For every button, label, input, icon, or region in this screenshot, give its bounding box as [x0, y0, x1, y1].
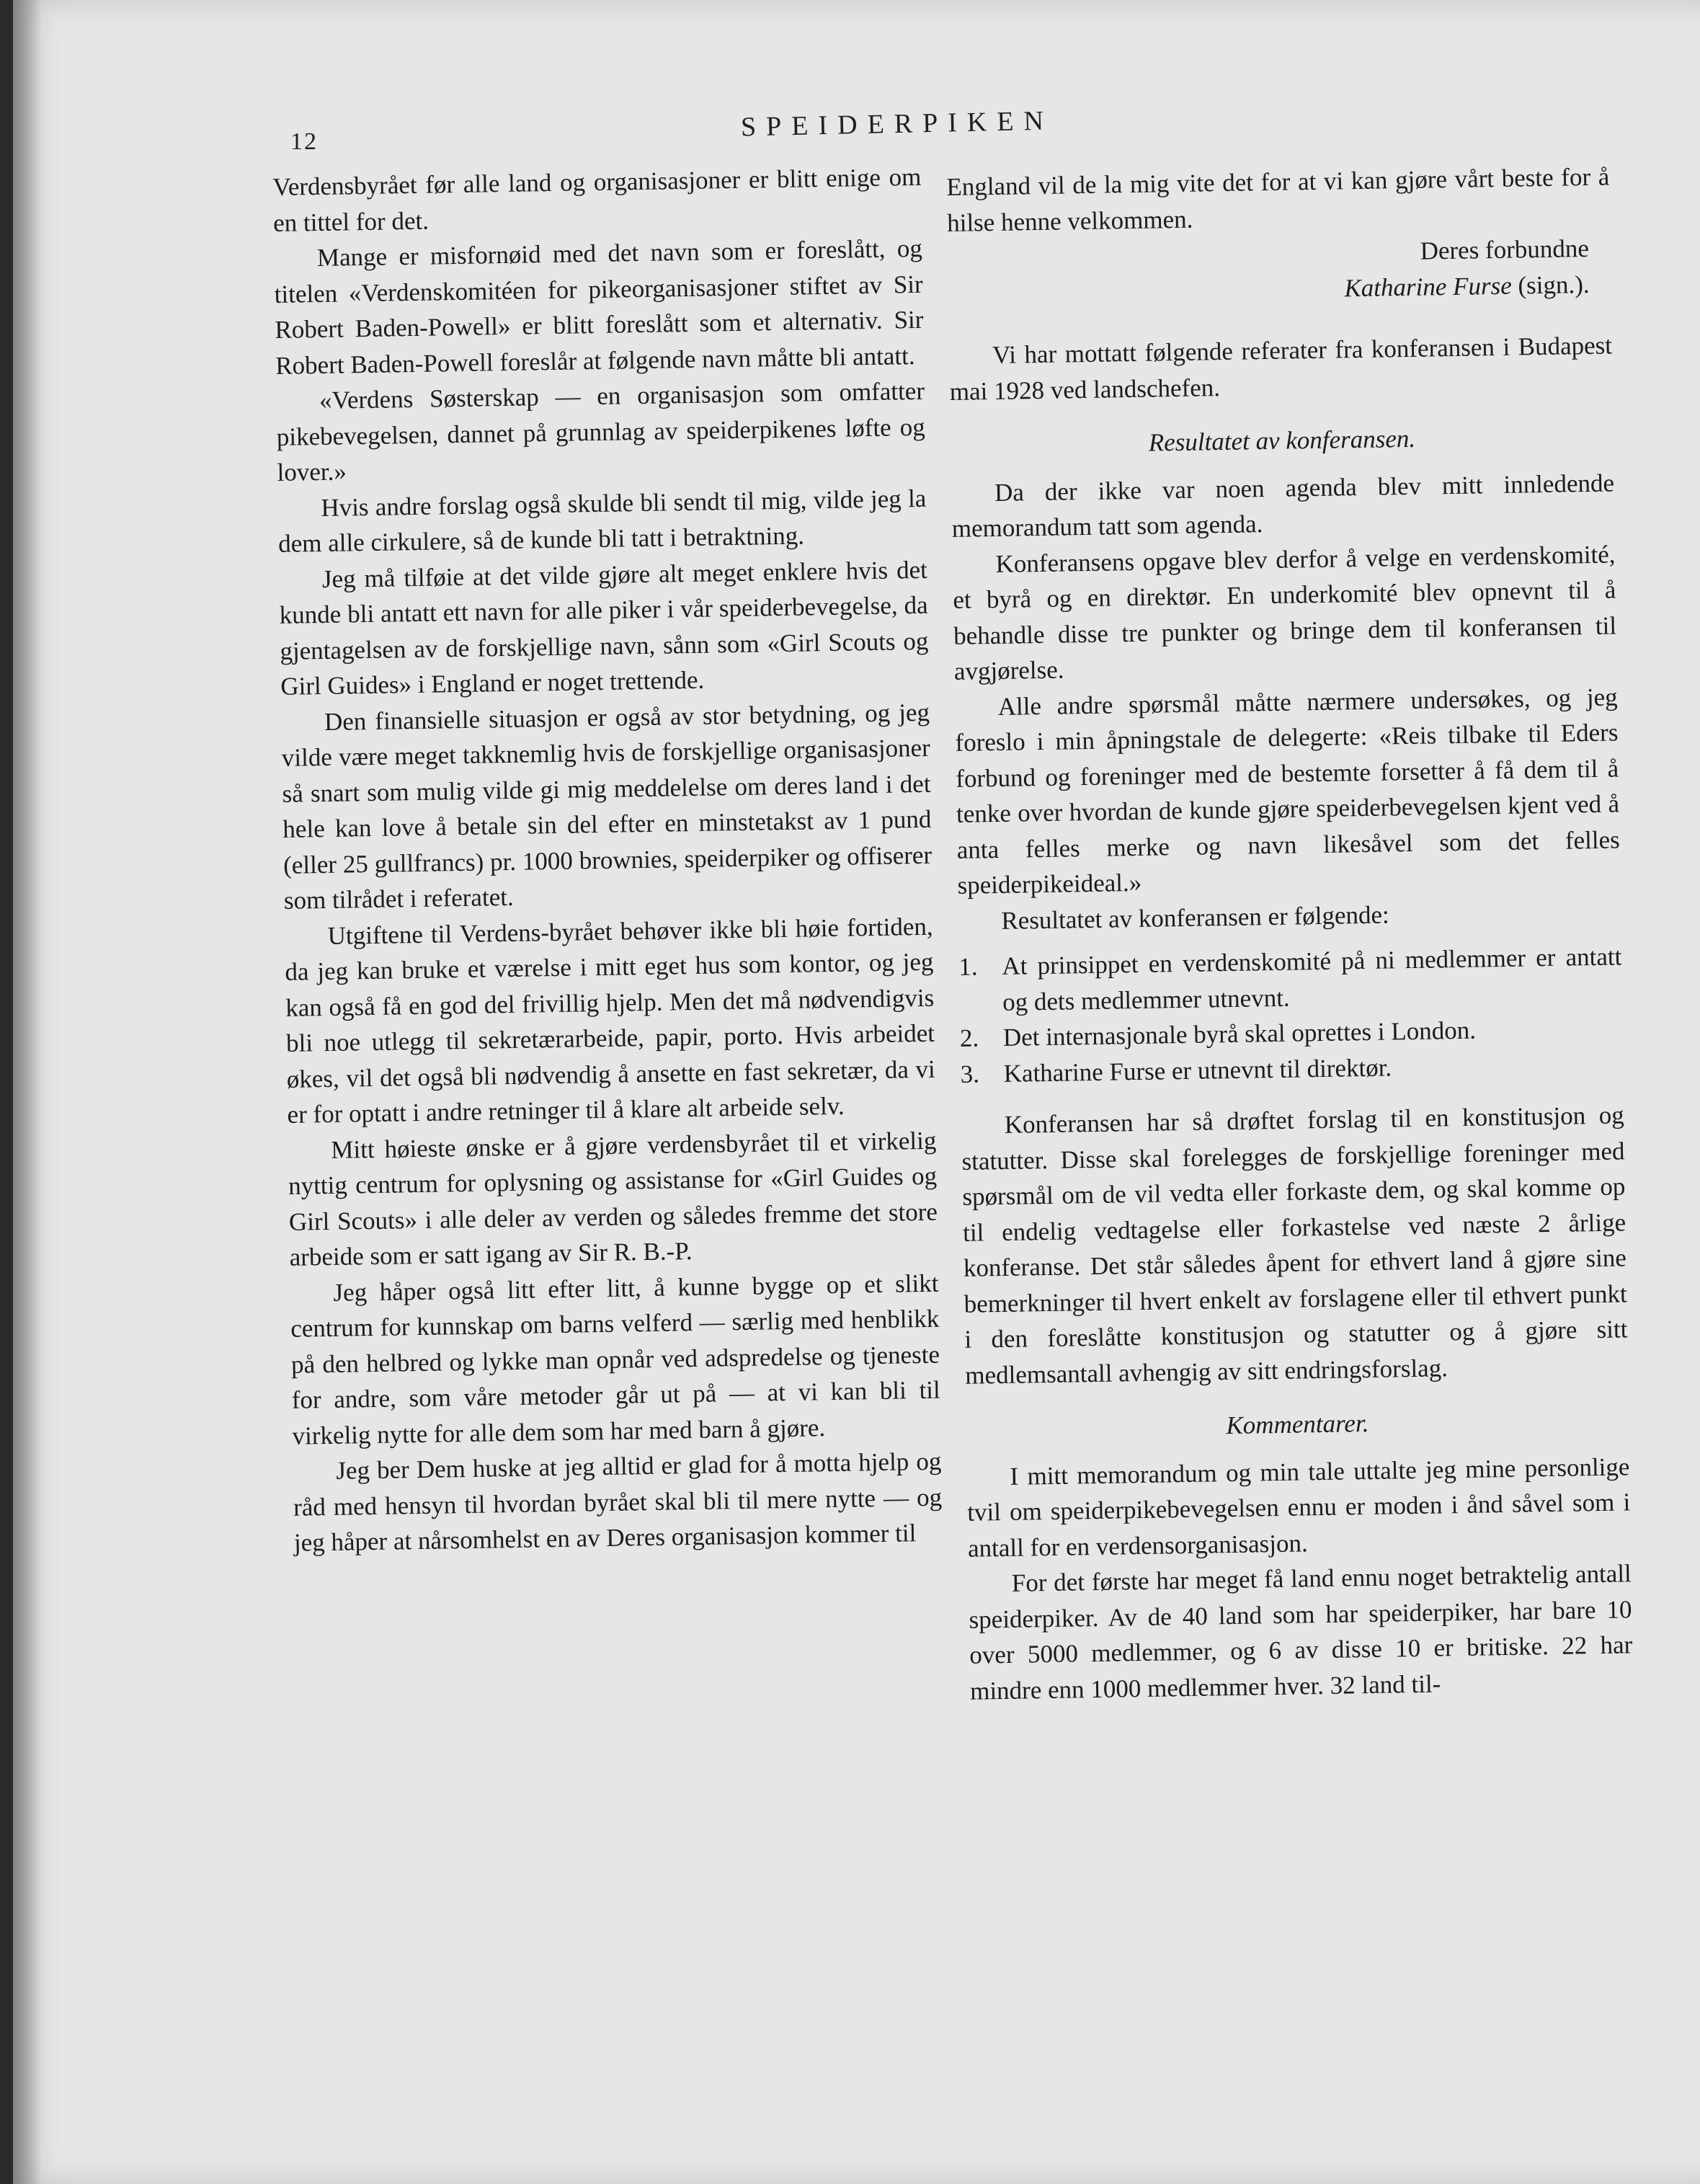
paragraph: Jeg ber Dem huske at jeg alltid er glad for å motta hjelp og råd med hensyn til hvordan byrået skal bli til mere nytte — og jeg håper at nårsomhelst en av Deres organisasjon kommer til [293, 1447, 943, 1557]
paragraph: Mitt høieste ønske er å gjøre verdensbyrået til et virkelig nyttig centrum for oplysning og assistanse for «Girl Guides og Girl Scouts» i alle deler av verden og således fremme det store arbeide som er satt igang av Sir R. B.-P. [288, 1126, 938, 1271]
paragraph: Utgiftene til Verdens-byrået behøver ikke bli høie fortiden, da jeg kan bruke et værelse i mitt eget hus som kontor, og jeg kan også få en god del frivillig hjelp. Men det må nødvendigvis bli noe utlegg til sekretærarbeide, papir, porto. Hvis arbeidet økes, vil det også bli nødvendig å ansette en fast sekretær, da vi er for optatt i andre retninger til å klare alt arbeide selv. [285, 912, 936, 1129]
list-item-text: Det internasjonale byrå skal oprettes i London. [1002, 1016, 1477, 1052]
section-heading-comments: Kommentarer. [1226, 1409, 1369, 1440]
paragraph: Da der ikke var noen agenda blev mitt innledende memorandum tatt som agenda. [951, 468, 1615, 543]
page-gutter-shadow [13, 0, 42, 2184]
list-item-number: 3. [960, 1059, 980, 1088]
list-item-number: 1. [958, 952, 978, 981]
paragraph: Den finansielle situasjon er også av stor betydning, og jeg vilde være meget takknemlig hvis de forskjellige organisasjoner så snart som mulig vilde gi mig meddelelse om deres land i det hele kan love å betale sin del efter en minstetakst av 1 pund (eller 25 gullfrancs) pr. 1000 brownies, speiderpiker og offiserer som tilrådet i referatet. [281, 698, 933, 915]
list-item-text: Katharine Furse er utnevnt til direktør. [1003, 1052, 1392, 1088]
paragraph: Verdensbyrået før alle land og organisasjoner er blitt enige om en tittel for det. [272, 162, 922, 237]
paragraph: Konferansen har så drøftet forslag til en konstitusjon og statutter. Disse skal forelegges de forskjellige foreninger med spørsmål om de vil vedta eller forkaste dem, og skal komme op til endelig vedtagelse eller forkastelse ved næste 2 årlige konferanse. Det står således åpent for ethvert land å gjøre sine bemerkninger til hvert enkelt av forslagene eller til ethvert punkt i den foreslåtte konstitusjon og statutter og å gjøre sitt medlemsantall avhengig av sitt endringsforslag. [961, 1101, 1628, 1390]
page-header [13, 105, 1700, 159]
left-column [272, 159, 943, 1561]
paragraph: «Verdens Søsterskap — en organisasjon som omfatter pikebevegelsen, dannet på grunnlag av speiderpikenes løfte og lover.» [276, 376, 926, 487]
paragraph: Jeg håper også litt efter litt, å kunne bygge op et slikt centrum for kunnskap om barns velferd — særlig med henblikk på den helbred og lykke man opnår ved adspredelse og tjeneste for andre, som våre metoder går ut på — at vi kan bli til virkelig nytte for alle dem som har med barn å gjøre. [290, 1269, 941, 1450]
running-title: SPEIDERPIKEN [740, 105, 1054, 143]
paragraph: For det første har meget få land ennu noget betraktelig antall speiderpiker. Av de 40 land som har speiderpiker, har bare 10 over 5000 medlemmer, og 6 av disse 10 er britiske. 22 har mindre enn 1000 medlemmer hver. 32 land til- [969, 1559, 1633, 1705]
right-column [946, 159, 1633, 1709]
paragraph: Hvis andre forslag også skulde bli sendt til mig, vilde jeg la dem alle cirkulere, så de kunde bli tatt i betraktning. [277, 484, 927, 558]
list-item-text: At prinsippet en verdenskomité på ni medlemmer er antatt og dets medlemmer utnevnt. [1002, 942, 1622, 1016]
paragraph: I mitt memorandum og min tale uttalte jeg mine personlige tvil om speiderpikebevegelsen ennu er moden i ånd såvel som i antall for en verdensorganisasjon. [966, 1452, 1631, 1563]
results-list [958, 938, 1624, 1091]
paragraph: Konferansens opgave blev derfor å velge en verdenskomité, et byrå og en direktør. En underkomité blev opnevnt til å behandle disse tre punkter og bringe dem til konferansen til avgjørelse. [953, 539, 1617, 685]
paragraph: Resultatet av konferansen er følgende: [1001, 900, 1390, 935]
list-item [958, 938, 1622, 1020]
document-page [13, 0, 1700, 2184]
signature-suffix: (sign.). [1511, 270, 1590, 300]
signature-name: Katharine Furse [1344, 271, 1513, 302]
section-heading-results: Resultatet av konferansen. [1148, 424, 1416, 457]
page-number: 12 [290, 128, 318, 155]
paragraph: Alle andre spørsmål måtte nærmere undersøkes, og jeg foreslo i min åpningstale de delegerte: «Reis tilbake til Eders forbund og foreninger med de bestemte forsetter å få dem til å tenke over hvordan de kunde gjøre speiderbevegelsen kjent ved å anta felles merke og navn likesåvel som det felles speiderpikeideal.» [955, 682, 1621, 900]
paragraph: Jeg må tilføie at det vilde gjøre alt meget enklere hvis det kunde bli antatt ett navn for alle piker i vår speiderbevegelse, da gjentagelsen av de forskjellige navn, sånn som «Girl Scouts og Girl Guides» i England er noget trettende. [279, 555, 929, 701]
paragraph: Mange er misfornøid med det navn som er foreslått, og titelen «Verdenskomitéen for pikeorganisasjoner stiftet av Sir Robert Baden-Powell» er blitt foreslått som et alternativ. Sir Robert Baden-Powell foreslår at følgende navn måtte bli antatt. [274, 234, 924, 380]
list-item-number: 2. [959, 1024, 979, 1052]
intro-paragraph: Vi har mottatt følgende referater fra konferansen i Budapest mai 1928 ved landschefen. [949, 331, 1613, 406]
letter-ending: England vil de la mig vite det for at vi kan gjøre vårt beste for å hilse henne velkommen. [946, 162, 1610, 237]
letter-closing: Deres forbundne [1420, 234, 1590, 265]
